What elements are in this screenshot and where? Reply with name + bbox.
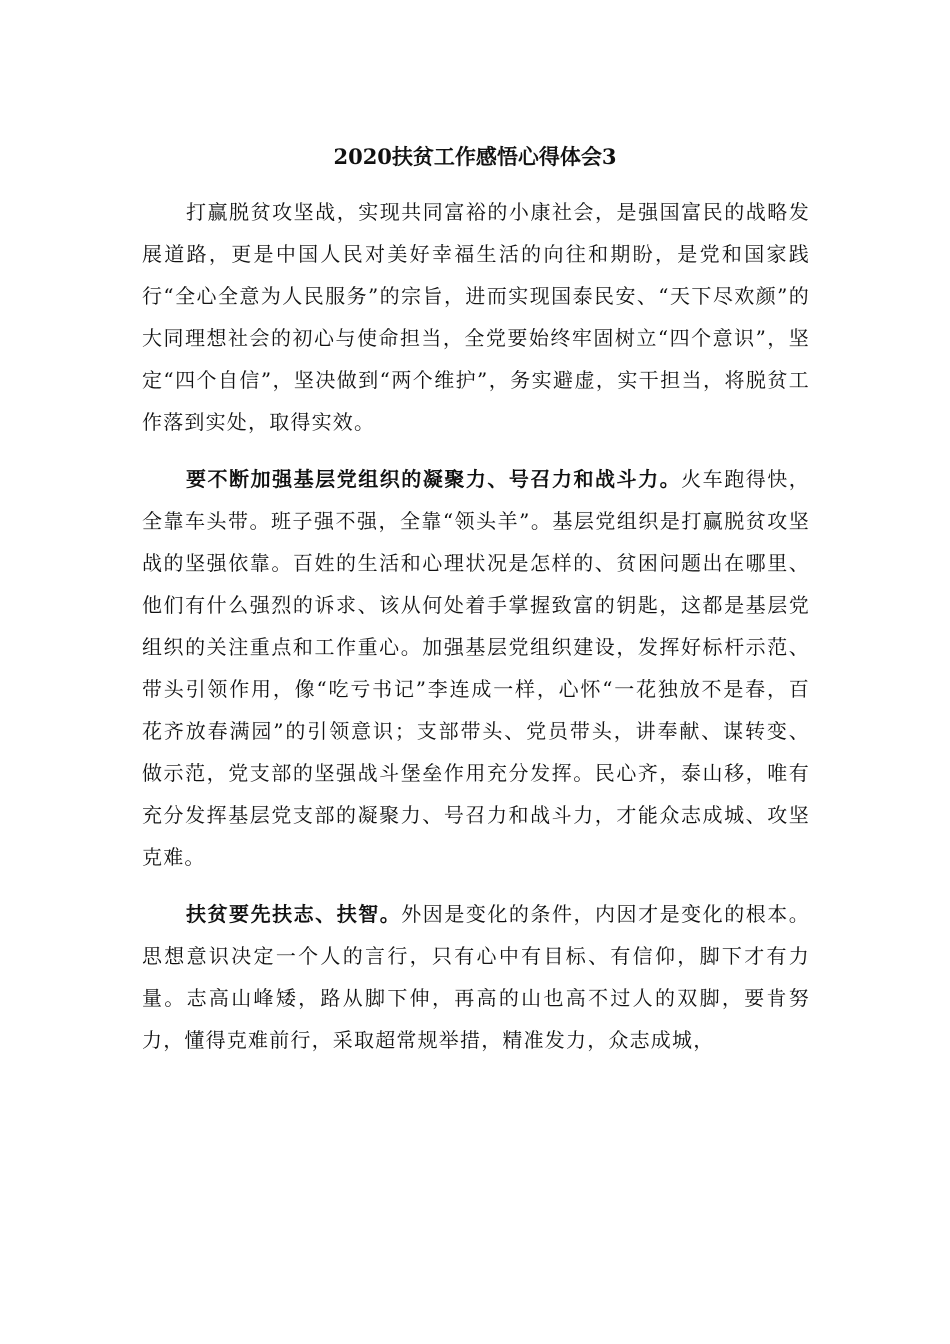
paragraph-intro (142, 191, 810, 443)
document-title: 2020扶贫工作感悟心得体会3 (333, 144, 617, 169)
document-body (142, 191, 810, 1061)
paragraph-lead: 扶贫要先扶志、扶智。 (186, 902, 402, 926)
paragraph-text: 打赢脱贫攻坚战，实现共同富裕的小康社会，是强国富民的战略发展道路，更是中国人民对美好幸福生活的向往和期盼，是党和国家践行“全心全意为人民服务”的宗旨，进而实现国泰民安、“天下尽欢颜”的大同理想社会的初心与使命担当，全党要始终牢固树立“四个意识”，坚定“四个自信”，坚决做到“两个维护”，务实避虚，实干担当，将脱贫工作落到实处，取得实效。 (142, 200, 810, 434)
paragraph-lead: 要不断加强基层党组织的凝聚力、号召力和战斗力。 (186, 467, 682, 491)
paragraph-text: 火车跑得快，全靠车头带。班子强不强，全靠“领头羊”。基层党组织是打赢脱贫攻坚战的坚强依靠。百姓的生活和心理状况是怎样的、贫困问题出在哪里、他们有什么强烈的诉求、该从何处着手掌握致富的钥匙，这都是基层党组织的关注重点和工作重心。加强基层党组织建设，发挥好标杆示范、带头引领作用，像“吃亏书记”李连成一样，心怀“一花独放不是春，百花齐放春满园”的引领意识；支部带头、党员带头，讲奉献、谋转变、做示范，党支部的坚强战斗堡垒作用充分发挥。民心齐，泰山移，唯有充分发挥基层党支部的凝聚力、号召力和战斗力，才能众志成城、攻坚克难。 (142, 467, 810, 869)
paragraph-text: 外因是变化的条件，内因才是变化的根本。思想意识决定一个人的言行，只有心中有目标、有信仰，脚下才有力量。志高山峰矮，路从脚下伸，再高的山也高不过人的双脚，要肯努力，懂得克难前行，采取超常规举措，精准发力，众志成城， (142, 902, 810, 1052)
paragraph-party-organization (142, 458, 810, 878)
paragraph-aspiration (142, 893, 810, 1061)
